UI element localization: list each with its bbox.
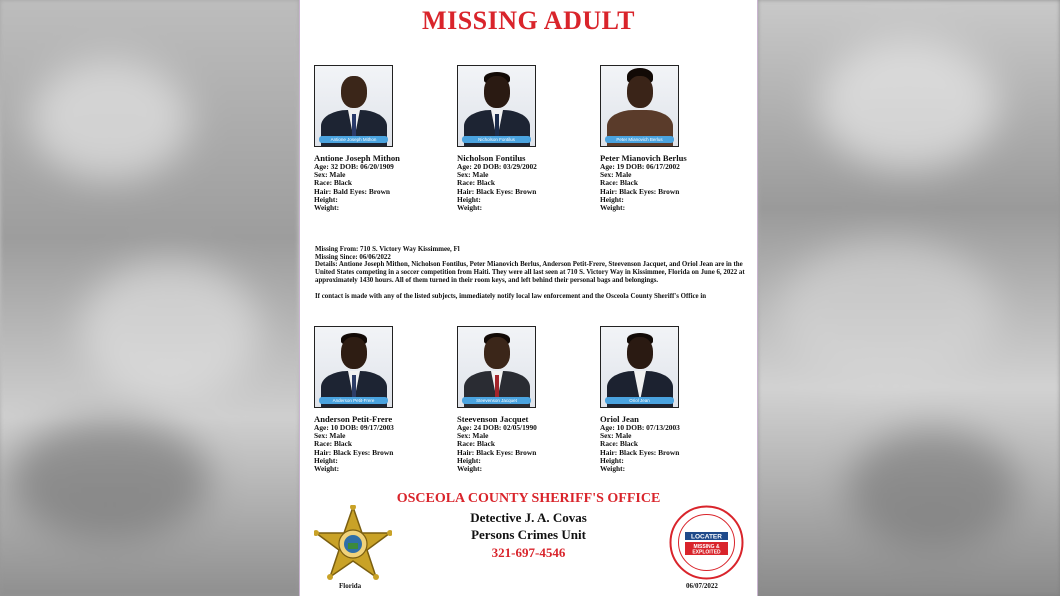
svg-text:LOCATER: LOCATER: [691, 533, 722, 541]
person-card: [314, 326, 454, 473]
person-weight: Weight:: [314, 464, 340, 474]
person-card: [314, 65, 454, 212]
person-age-dob: Age: 20 DOB: 03/29/2002: [457, 162, 537, 171]
person-height: Height:: [600, 455, 624, 465]
person-race: Race: Black: [314, 178, 352, 188]
person-name: Steevenson Jacquet: [457, 414, 529, 424]
person-age-dob: Age: 32 DOB: 06/20/1909: [314, 162, 394, 171]
person-sex: Sex: Male: [314, 170, 346, 180]
details-text: Details: Antione Joseph Mithon, Nicholson Fontilus, Peter Mianovich Berlus, Anderson Petit-Frere, Steevenson Jacquet, and Oriol Jean are in the United States competing in a soccer competition from Haiti. They were all last seen at 710 S. Victory Way in Kissimmee, Florida on June 6, 2022 at approximately 1430 hours. All of them turned in their room keys, and left behind their personal bags and belongings.: [315, 261, 745, 284]
person-hair-eyes: Hair: Black Eyes: Brown: [457, 186, 537, 196]
person-sex: Sex: Male: [600, 431, 632, 441]
office-name: OSCEOLA COUNTY SHERIFF'S OFFICE: [396, 491, 661, 506]
person-weight: Weight:: [314, 203, 340, 213]
person-card: [457, 65, 597, 212]
person-hair-eyes: Hair: Black Eyes: Brown: [600, 186, 680, 196]
person-photo: [314, 326, 393, 408]
person-age-dob: Age: 10 DOB: 09/17/2003: [314, 423, 394, 432]
person-age-dob: Age: 10 DOB: 07/13/2003: [600, 423, 680, 432]
person-card: [457, 326, 597, 473]
person-height: Height:: [314, 194, 338, 204]
person-photo: [600, 326, 679, 408]
person-hair-eyes: Hair: Black Eyes: Brown: [314, 447, 394, 457]
flyer-title: MISSING ADULT: [422, 6, 635, 35]
person-age-dob: Age: 19 DOB: 06/17/2002: [600, 162, 680, 171]
blurred-background-left: [0, 0, 299, 596]
person-sex: Sex: Male: [457, 170, 489, 180]
person-name: Nicholson Fontilus: [457, 153, 526, 163]
person-height: Height:: [600, 194, 624, 204]
missing-since: Missing Since: 06/06/2022: [315, 253, 391, 261]
flyer-date: 06/07/2022: [686, 582, 718, 590]
svg-text:MISSING &: MISSING &: [693, 544, 720, 550]
person-race: Race: Black: [600, 439, 638, 449]
photo-name-tag: Oriol Jean: [605, 397, 674, 404]
person-height: Height:: [457, 194, 481, 204]
person-card: [600, 326, 740, 473]
missing-from: Missing From: 710 S. Victory Way Kissimmee, Fl: [315, 246, 460, 253]
photo-name-tag: Anderson Petit-Frere: [319, 397, 388, 404]
person-hair-eyes: Hair: Black Eyes: Brown: [457, 447, 537, 457]
person-photo: [314, 65, 393, 147]
person-photo: [457, 65, 536, 147]
person-race: Race: Black: [600, 178, 638, 188]
person-name: Anderson Petit-Frere: [314, 414, 393, 424]
svg-text:EXPLOITED: EXPLOITED: [692, 549, 721, 556]
sheriff-star-icon: [314, 505, 392, 583]
detective-name: Detective J. A. Covas: [470, 510, 587, 525]
photo-name-tag: Nicholson Fontilus: [462, 136, 531, 143]
blurred-background-right: [758, 0, 1060, 596]
person-race: Race: Black: [457, 178, 495, 188]
seal-label: Florida: [339, 582, 362, 590]
missing-flyer: [299, 0, 758, 596]
person-name: Peter Mianovich Berlus: [600, 153, 687, 163]
person-race: Race: Black: [314, 439, 352, 449]
phone-number: 321-697-4546: [491, 545, 566, 560]
photo-name-tag: Steevenson Jacquet: [462, 397, 531, 404]
case-details: [315, 246, 745, 300]
person-sex: Sex: Male: [457, 431, 489, 441]
contact-notice: If contact is made with any of the listed subjects, immediately notify local law enforcement and the Osceola County Sheriff's Office in: [315, 292, 707, 300]
person-height: Height:: [314, 455, 338, 465]
locater-logo-icon: [669, 505, 744, 580]
person-name: Antione Joseph Mithon: [314, 153, 400, 163]
photo-name-tag: Antione Joseph Mithon: [319, 136, 388, 143]
person-hair-eyes: Hair: Bald Eyes: Brown: [314, 186, 391, 196]
person-weight: Weight:: [600, 203, 626, 213]
person-weight: Weight:: [457, 203, 483, 213]
person-photo: [457, 326, 536, 408]
person-race: Race: Black: [457, 439, 495, 449]
person-card: [600, 65, 740, 212]
person-name: Oriol Jean: [600, 414, 639, 424]
person-sex: Sex: Male: [600, 170, 632, 180]
unit-name: Persons Crimes Unit: [471, 527, 586, 542]
person-photo: [600, 65, 679, 147]
person-height: Height:: [457, 455, 481, 465]
person-age-dob: Age: 24 DOB: 02/05/1990: [457, 423, 537, 432]
person-weight: Weight:: [457, 464, 483, 474]
photo-name-tag: Peter Mianovich Berlus: [605, 136, 674, 143]
person-sex: Sex: Male: [314, 431, 346, 441]
person-hair-eyes: Hair: Black Eyes: Brown: [600, 447, 680, 457]
person-weight: Weight:: [600, 464, 626, 474]
